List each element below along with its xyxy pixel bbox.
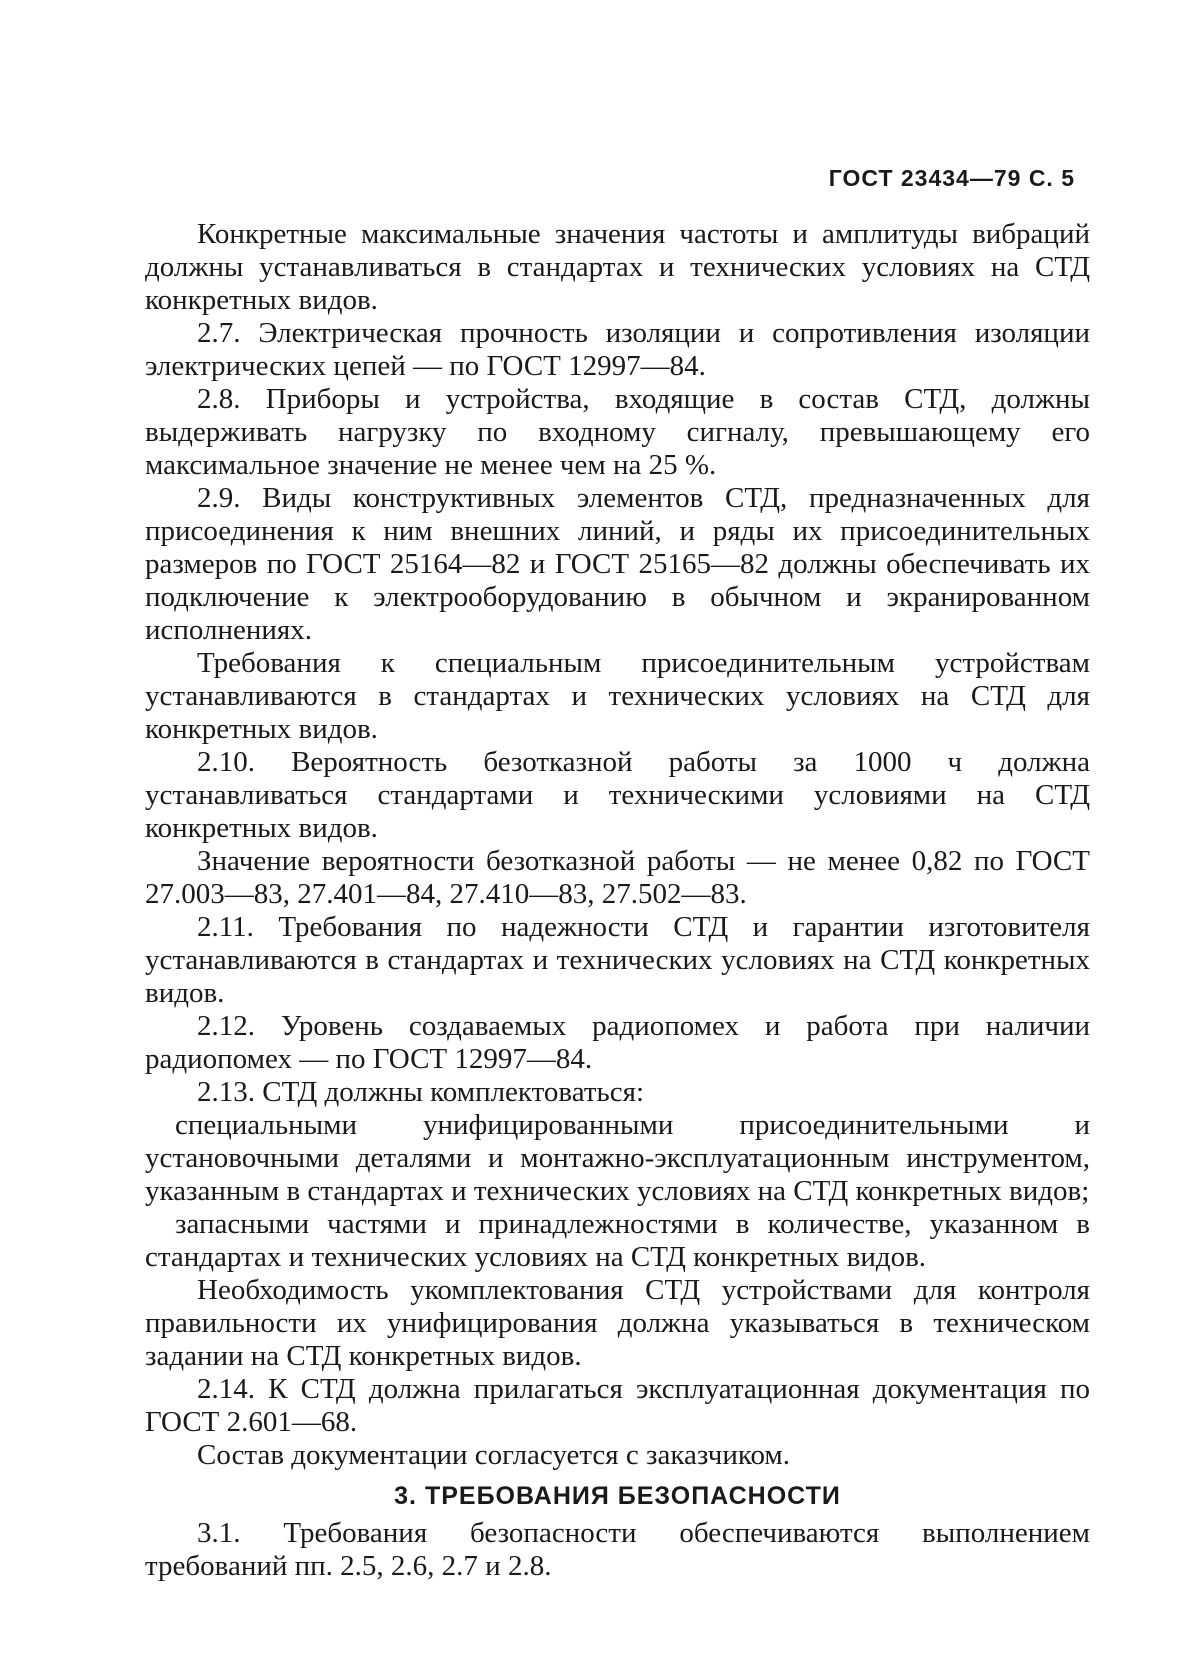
paragraph-special-devices: Требования к специальным присоединительным устройствам устанавливаются в стандартах и технических условиях на СТД для конкретных видов. — [145, 647, 1090, 745]
paragraph-2-11: 2.11. Требования по надежности СТД и гарантии изготовителя устанавливаются в стандартах и технических условиях на СТД конкретных видов. — [145, 911, 1090, 1009]
paragraph-2-14: 2.14. К СТД должна прилагаться эксплуатационная документация по ГОСТ 2.601—68. — [145, 1373, 1090, 1438]
paragraph-3-1: 3.1. Требования безопасности обеспечиваются выполнением требований пп. 2.5, 2.6, 2.7 и 2.8. — [145, 1517, 1090, 1582]
paragraph-vibration-values: Конкретные максимальные значения частоты и амплитуды вибраций должны устанавливаться в стандартах и технических условиях на СТД конкретных видов. — [145, 218, 1090, 316]
document-body — [145, 218, 1090, 1583]
paragraph-2-10: 2.10. Вероятность безотказной работы за 1000 ч должна устанавливаться стандартами и техническими условиями на СТД конкретных видов. — [145, 746, 1090, 844]
list-item-special-parts: специальными унифицированными присоединительными и установочными деталями и монтажно-эксплуатационным инструментом, указанным в стандартах и технических условиях на СТД конкретных видов; — [145, 1109, 1090, 1207]
section-heading-safety: 3. ТРЕБОВАНИЯ БЕЗОПАСНОСТИ — [394, 1482, 841, 1510]
paragraph-2-9: 2.9. Виды конструктивных элементов СТД, предназначенных для присоединения к ним внешних линий, и ряды их присоединительных размеров по ГОСТ 25164—82 и ГОСТ 25165—82 должны обеспечивать их подключение к электрооборудованию в обычном и экранированном исполнениях. — [145, 482, 1090, 646]
paragraph-2-7: 2.7. Электрическая прочность изоляции и сопротивления изоляции электрических цепей — по ГОСТ 12997—84. — [145, 317, 1090, 382]
paragraph-2-12: 2.12. Уровень создаваемых радиопомех и работа при наличии радиопомех — по ГОСТ 12997—84. — [145, 1010, 1090, 1075]
paragraph-documentation-agreement: Состав документации согласуется с заказчиком. — [197, 1439, 790, 1471]
paragraph-reliability-value: Значение вероятности безотказной работы — не менее 0,82 по ГОСТ 27.003—83, 27.401—84, 27.410—83, 27.502—83. — [145, 845, 1090, 910]
paragraph-2-13: 2.13. СТД должны комплектоваться: — [197, 1076, 645, 1108]
running-head: ГОСТ 23434—79 С. 5 — [828, 165, 1075, 191]
list-item-spare-parts: запасными частями и принадлежностями в количестве, указанном в стандартах и технических условиях на СТД конкретных видов. — [145, 1208, 1090, 1273]
paragraph-2-8: 2.8. Приборы и устройства, входящие в состав СТД, должны выдерживать нагрузку по входному сигналу, превышающему его максимальное значение не менее чем на 25 %. — [145, 383, 1090, 481]
paragraph-completion-necessity: Необходимость укомплектования СТД устройствами для контроля правильности их унифицирования должна указываться в техническом задании на СТД конкретных видов. — [145, 1274, 1090, 1372]
